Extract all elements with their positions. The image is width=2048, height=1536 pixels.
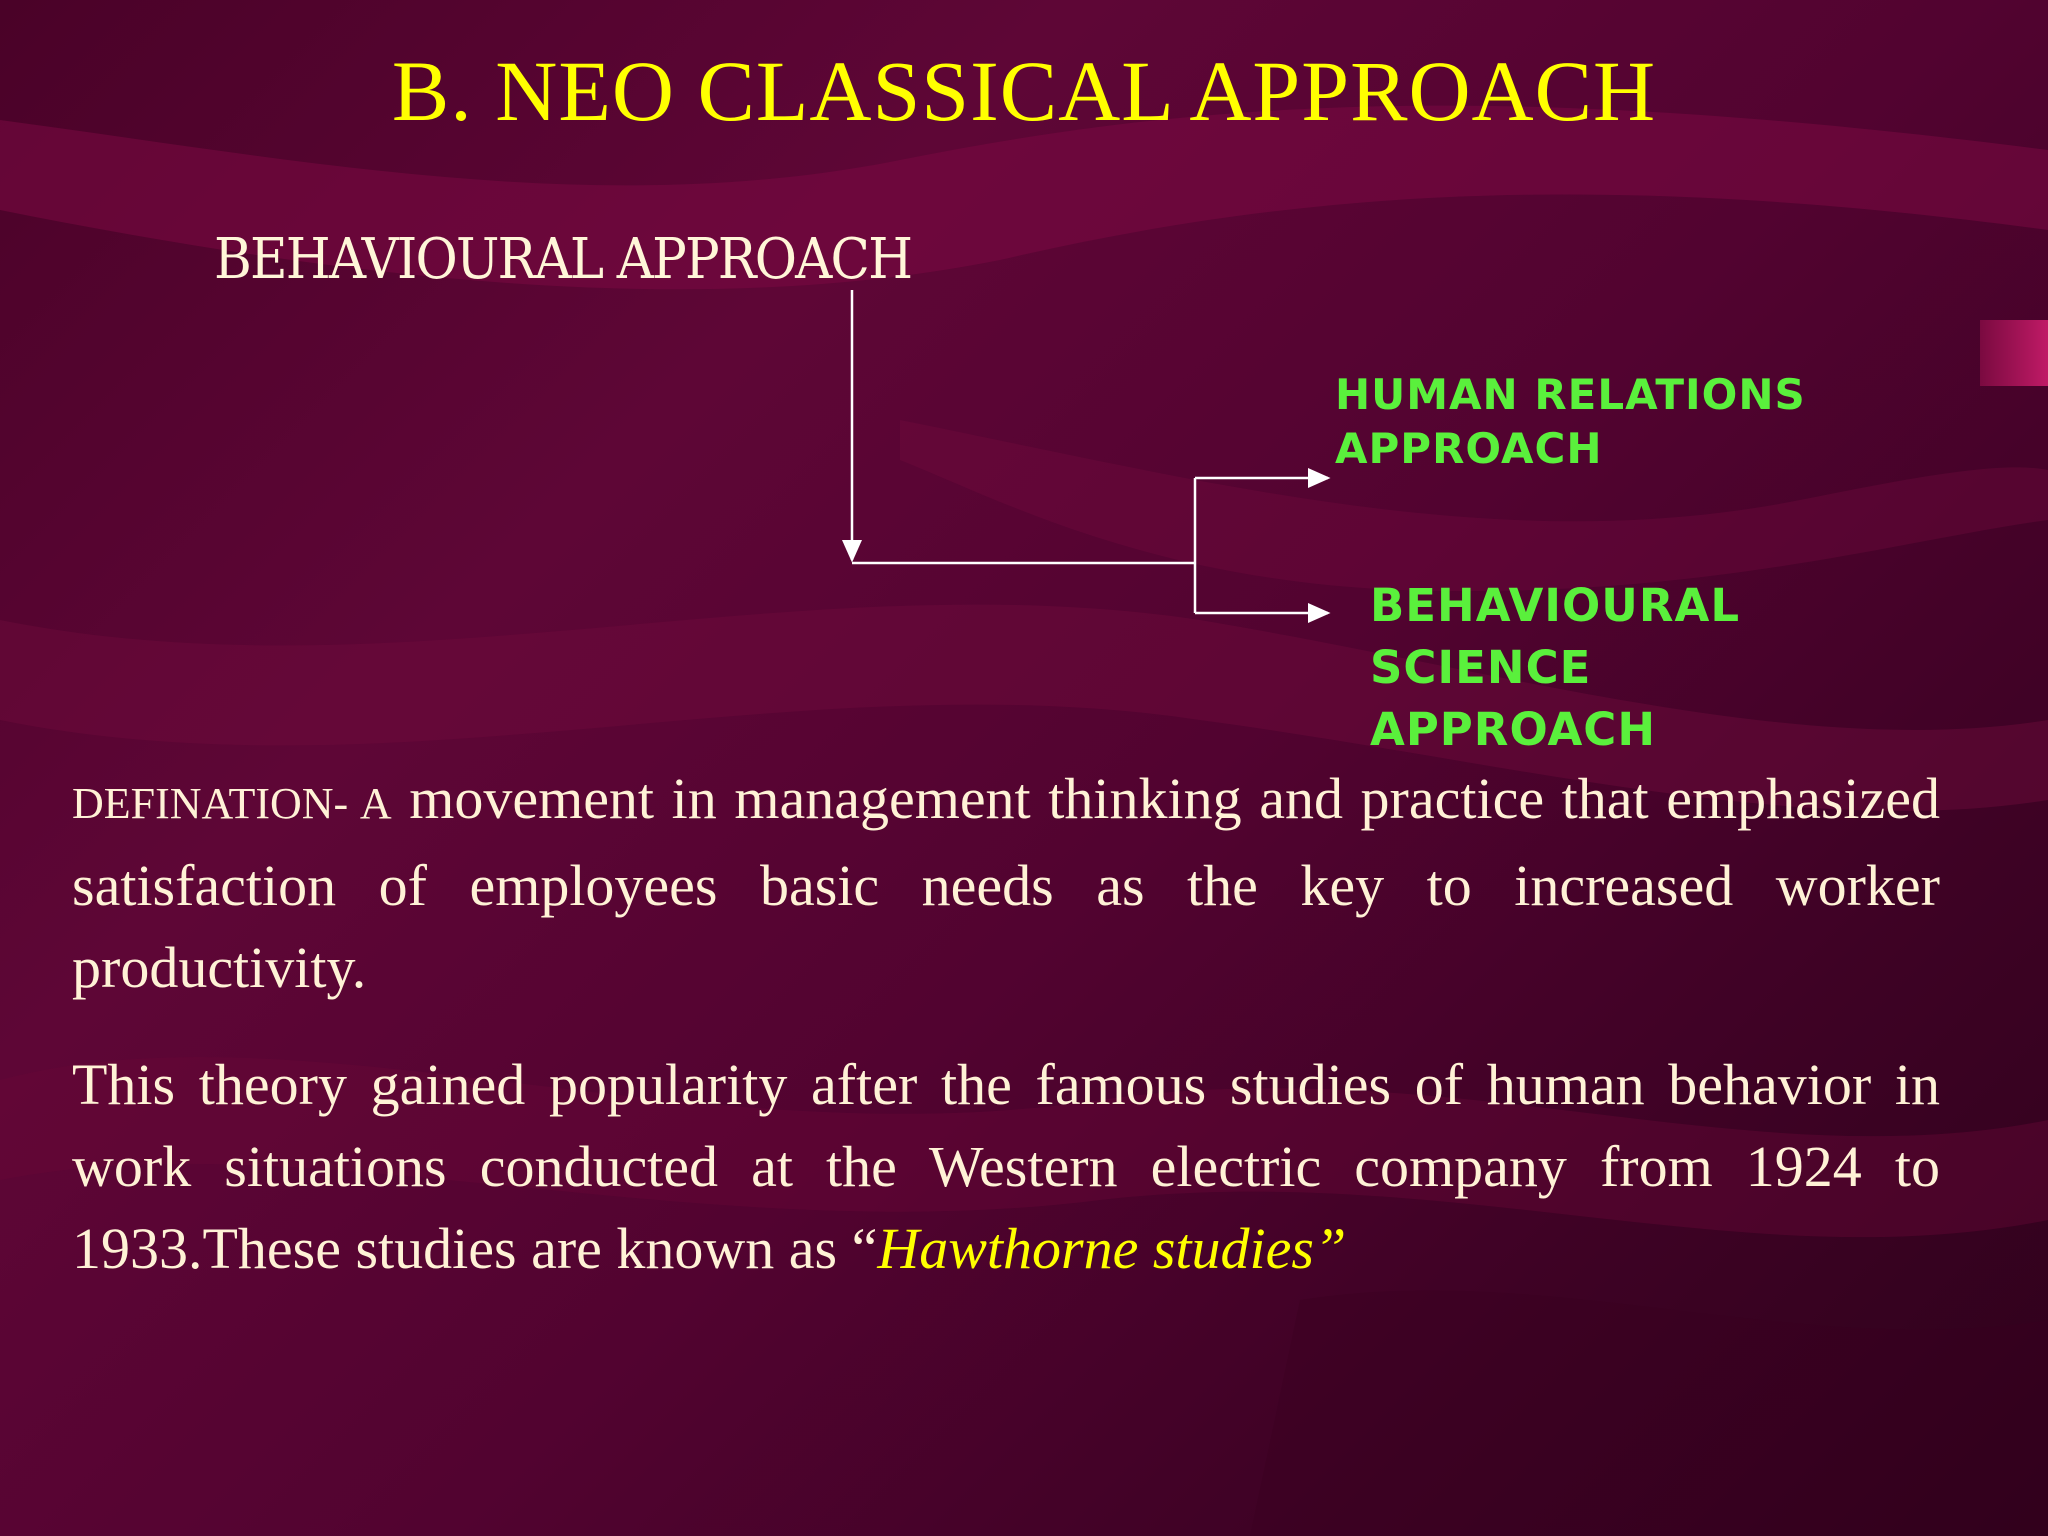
definition-prefix: DEFINATION- A: [72, 779, 392, 828]
branch-line: HUMAN RELATIONS: [1335, 370, 1806, 419]
hawthorne-paragraph: [72, 1044, 1940, 1290]
definition-paragraph: [72, 758, 1940, 1009]
branch-line: SCIENCE: [1370, 641, 1592, 694]
branch-human-relations: [1335, 368, 1806, 476]
definition-text: movement in management thinking and practice that emphasized satisfaction of employees basic needs as the key to increased worker productivity.: [72, 766, 1940, 1000]
closing-quote: ”: [1313, 1216, 1347, 1281]
branch-behavioural-science: [1370, 575, 1740, 761]
branch-line: BEHAVIOURAL: [1370, 579, 1740, 632]
slide-title: B. NEO CLASSICAL APPROACH: [391, 43, 1657, 139]
hawthorne-paragraph-text: This theory gained popularity after the famous studies of human behavior in work situations conducted at the Western electric company from 1924 to 1933.These studies are known as “: [72, 1052, 1940, 1281]
branch-line: APPROACH: [1370, 703, 1656, 756]
diagram-root-label: BEHAVIOURAL APPROACH: [214, 227, 912, 292]
hawthorne-term: Hawthorne studies: [877, 1216, 1314, 1281]
branch-line: APPROACH: [1335, 424, 1603, 473]
